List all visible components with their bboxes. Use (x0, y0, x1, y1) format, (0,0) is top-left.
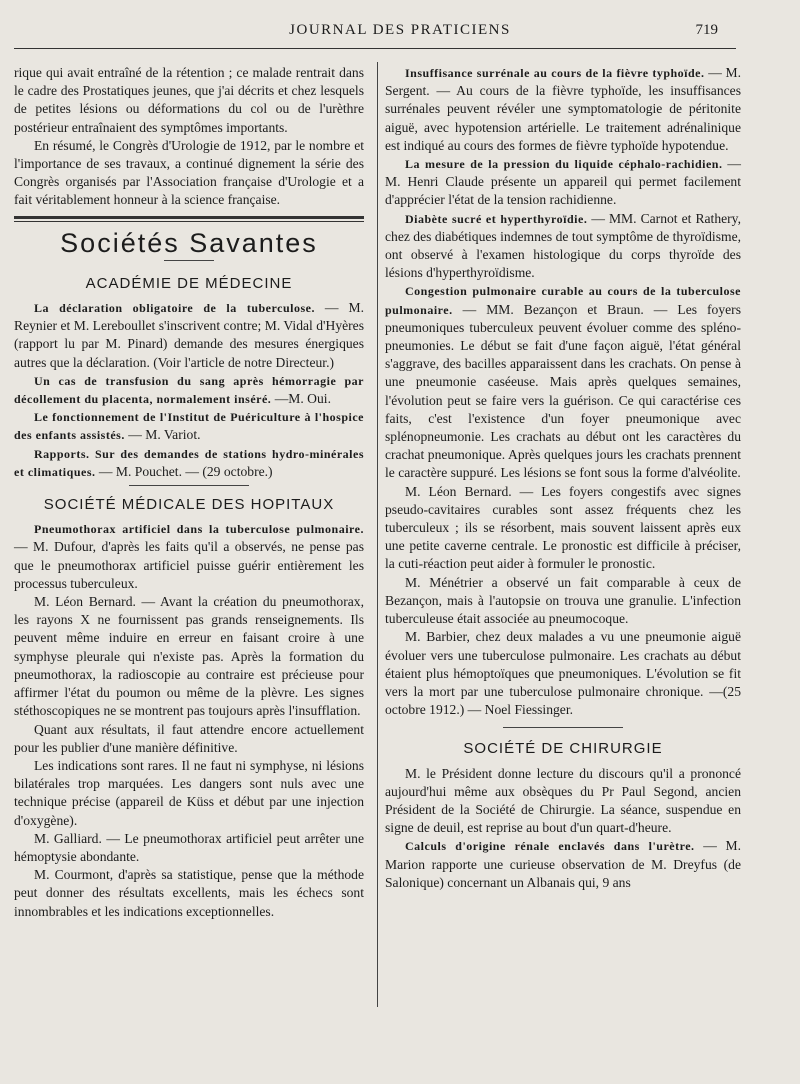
section-rule (14, 216, 364, 219)
item-text: —M. Oui. (271, 391, 331, 407)
section-rule (129, 485, 249, 486)
item-text: — M. Pouchet. — (29 octobre.) (95, 463, 273, 479)
right-column (385, 64, 741, 892)
news-item (385, 210, 741, 283)
item-title: Insuffisance surrénale au cours de la fièvre typhoïde. (405, 66, 705, 80)
news-item (14, 445, 364, 481)
item-text: — M. Variot. (124, 427, 201, 443)
title-underline (164, 260, 214, 261)
item-text: — M. Sergent. — Au cours de la fièvre typhoïde, les insuffisances surrénales peuvent révéler une symptomatologie de péritonite aiguë, avec hypotension artérielle. Le traitement adrénalinique est indiqué au cours des formes de fièvre typhoïde hypotendue. (385, 65, 741, 153)
paragraph: M. Ménétrier a observé un fait comparable à ceux de Bezançon, mais à l'autopsie on trouva une granulie. L'infection tuberculeuse était associée au pneumocoque. (385, 574, 741, 627)
item-title: Congestion pulmonaire curable au cours de la tuberculose pulmonaire. (385, 284, 741, 317)
item-text: — M. Henri Claude présente un appareil qui permet facilement d'apprécier l'état de la tension rachidienne. (385, 156, 741, 208)
item-text: — M. Marion rapporte une curieuse observation de M. Dreyfus (de Salonique) concernant un Albanais qui, 9 ans (385, 838, 741, 890)
item-text: — M. Reynier et M. Lereboullet s'inscrivent contre; M. Vidal d'Hyères (rapport lu par M. Pinard) demande des mesures énergiques autres que la déclaration. (Voir l'article de notre Directeur.) (14, 300, 364, 370)
paragraph: En résumé, le Congrès d'Urologie de 1912, par le nombre et l'importance de ses travaux, a continué dignement la série des Congrès organisés par l'Association française d'Urologie et a fait véritablement honneur à la science française. (14, 137, 364, 208)
paragraph: M. Courmont, d'après sa statistique, pense que la méthode peut donner des résultats excellents, mais les échecs sont innombrables et les indications exceptionnelles. (14, 867, 364, 919)
paragraph: M. Galliard. — Le pneumothorax artificiel peut arrêter une hémoptysie abondante. (14, 830, 364, 864)
news-item (385, 837, 741, 892)
paragraph: M. Léon Bernard. — Avant la création du pneumothorax, les rayons X ne fournissent pas grands renseignements. Ils peuvent même induire en erreur en faisant croire à une symphyse pleurale qui n'existe pas. Après la formation du pneumothorax, la radioscopie au contraire est précieuse pour affirmer l'état du poumon ou même de la plèvre. Les signes stéthoscopiques ne se montrent pas toujours après l'insufflation. (14, 594, 364, 719)
item-text: — M. Dufour, d'après les faits qu'il a observés, ne pense pas que le pneumothorax artificiel puisse guérir entièrement les processus tuberculeux. (14, 539, 364, 591)
item-title: La mesure de la pression du liquide céphalo-rachidien. (405, 157, 723, 172)
item-title: Un cas de transfusion du sang après hémorragie par décollement du placenta, normalement inséré. (14, 373, 364, 407)
news-item (14, 299, 364, 372)
item-text: — MM. Carnot et Rathery, chez des diabétiques indemnes de tout symptôme de thyroïdisme, ont observé à l'examen histologique du corps thyroïde des lésions d'hyperthyroïdisme. (385, 210, 741, 281)
paragraph: Quant aux résultats, il faut attendre encore actuellement pour les publier d'une manière définitive. (14, 721, 364, 755)
academie-heading: ACADÉMIE DE MÉDECINE (85, 274, 293, 292)
column-divider (377, 62, 378, 1007)
paragraph: rique qui avait entraîné de la rétention ; ce malade rentrait dans le cadre des Prostatiques jeunes, que j'ai décrits et chez lesquels de petites lésions ou déformations du col ou de l'urèthre postérieur entraînaient des symptômes importants. (14, 65, 364, 135)
news-item (385, 155, 741, 210)
news-item (14, 520, 364, 593)
item-title: Pneumothorax artificiel dans la tuberculose pulmonaire. (34, 522, 364, 537)
item-title: Diabète sucré et hyperthyroïdie. (405, 211, 588, 226)
news-item (14, 408, 364, 444)
paragraph: M. Barbier, chez deux malades a vu une pneumonie aiguë évoluer vers une tuberculose pulmonaire. Les crachats au début étaient plus hémoptoïques que pneumoniques. L'évolution se fit vers la mort par une tuberculose pulmonaire chronique. —(25 octobre 1912.) — Noel Fiessinger. (385, 629, 741, 718)
paragraph: M. le Président donne lecture du discours qu'il a prononcé aujourd'hui même aux obsèques du Pr Paul Segond, ancien Président de la Société de Chirurgie. La séance, suspendue en signe de deuil, est reprise au bout d'un quart-d'heure. (385, 765, 741, 836)
hopitaux-heading: SOCIÉTÉ MÉDICALE DES HOPITAUX (43, 496, 335, 514)
news-item (14, 372, 364, 408)
news-item (385, 64, 741, 155)
left-column (14, 64, 364, 921)
section-title: Sociétés Savantes (60, 227, 318, 258)
page-number: 719 (695, 22, 718, 38)
paragraph: Les indications sont rares. Il ne faut ni symphyse, ni lésions bilatérales trop marquées. Les dangers sont nuls avec une technique précise (appareil de Küss et début par une injection d'oxygène). (14, 757, 364, 828)
section-rule-thin (14, 221, 364, 222)
header-rule (14, 48, 736, 49)
item-text: — MM. Bezançon et Braun. — Les foyers pneumoniques tuberculeux peuvent évoluer comme des spléno-pneumonies. Le début se fait d'une façon aiguë, l'état général s'aggrave, des bacilles apparaissent dans les crachats. On pense à une pneumonie caséeuse. Mais après quelques semaines, l'évolution peut se faire vers la guérison. Ce qui caractérise ces faits, c'est l'existence d'un foyer pneumonique avec splénopneumonie. Les crachats au début ont les caractères du crachat pneumonique. Après quelques jours les crachats prennent le caractère suppuré. Les lésions se font sous la forme d'alvéolite. (385, 301, 741, 481)
chirurgie-heading: SOCIÉTÉ DE CHIRURGIE (463, 740, 663, 758)
section-rule (503, 727, 623, 728)
journal-title: JOURNAL DES PRATICIENS (289, 22, 511, 38)
news-item (385, 282, 741, 482)
paragraph: M. Léon Bernard. — Les foyers congestifs avec signes pseudo-cavitaires curables sont assez fréquents chez les tuberculeux ; ils se résorbent, mais souvent laissent après eux une petite caverne centrale. Le pronostic est difficile à préciser, la cuti-réaction peut aider à formuler le pronostic. (385, 483, 741, 572)
item-title: Calculs d'origine rénale enclavés dans l'urètre. (405, 839, 695, 854)
page-header (0, 0, 800, 48)
item-title: Le fonctionnement de l'Institut de Puériculture à l'hospice des enfants assistés. (14, 410, 364, 443)
item-title: La déclaration obligatoire de la tuberculose. (34, 301, 315, 316)
item-title: Rapports. Sur des demandes de stations hydro-minérales et climatiques. (14, 446, 364, 479)
